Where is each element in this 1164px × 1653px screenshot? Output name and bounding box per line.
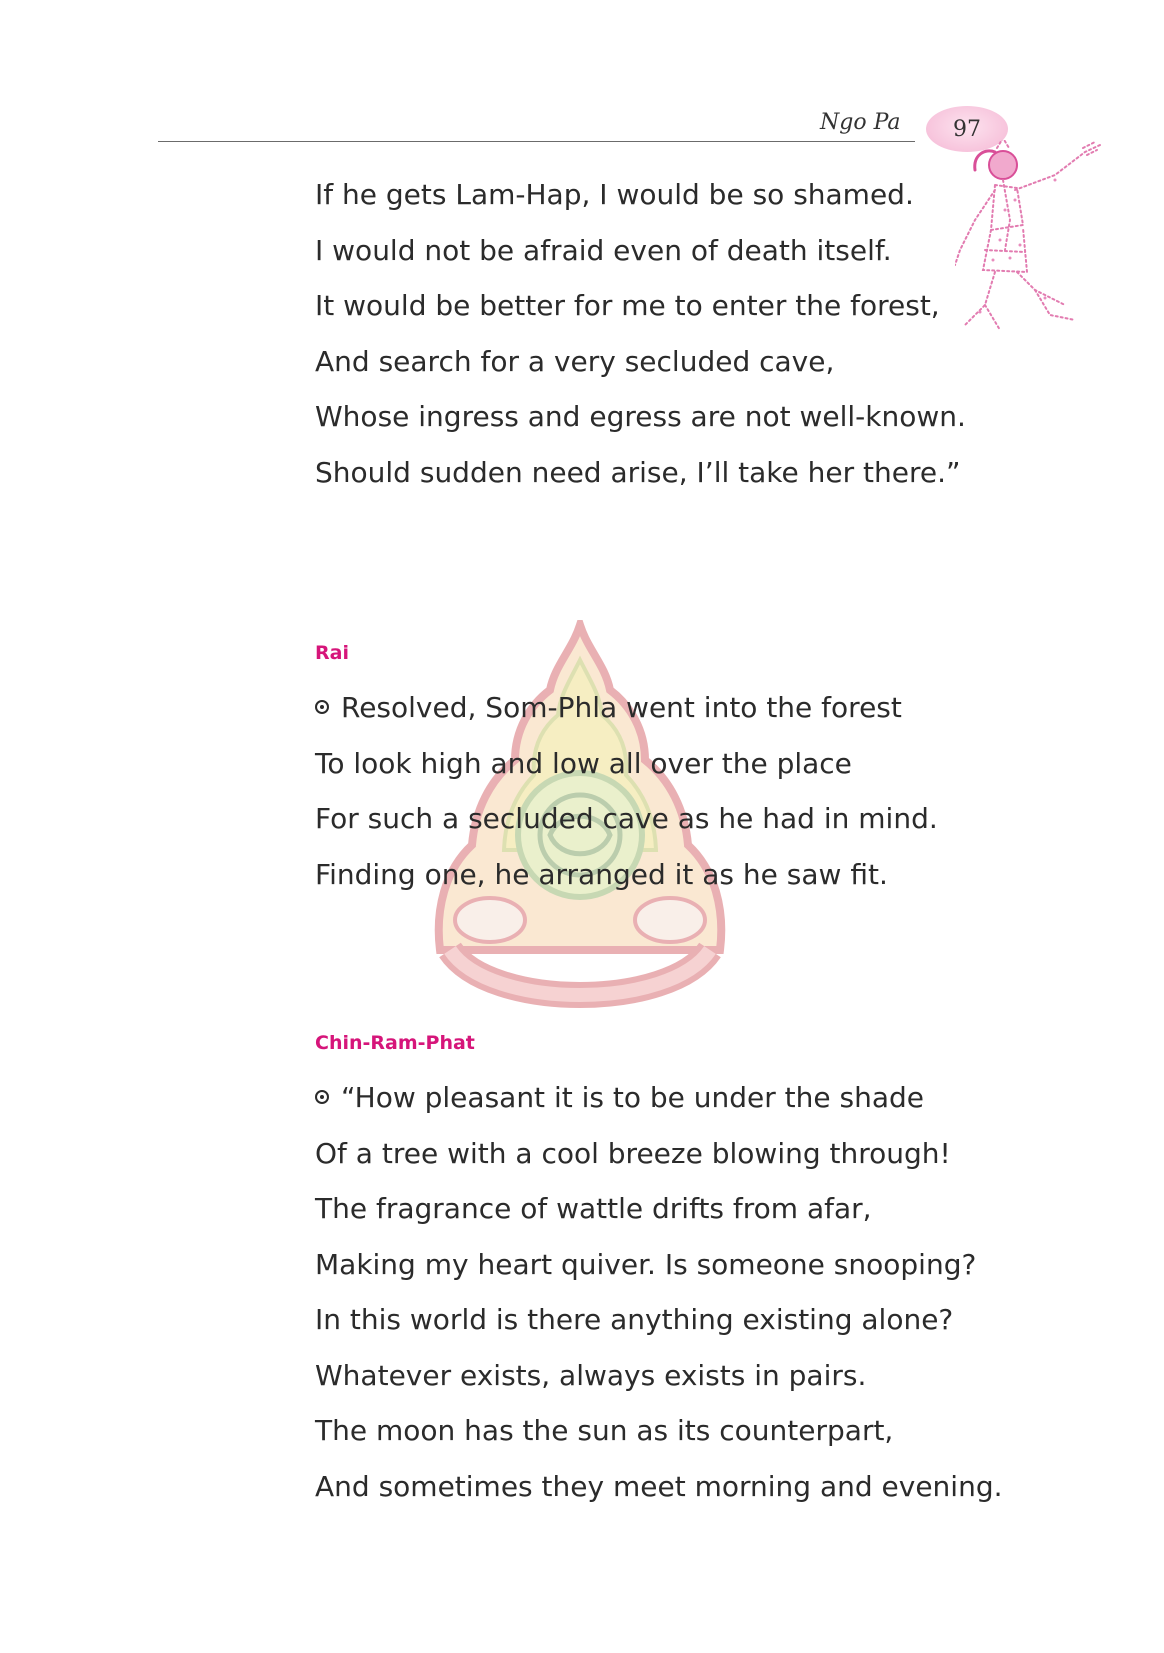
bullet-icon	[315, 1090, 329, 1104]
verse-line: The fragrance of wattle drifts from afar,	[315, 1192, 872, 1225]
stanza-chin-ram-phat	[315, 1070, 1003, 1514]
verse-line: To look high and low all over the place	[315, 746, 852, 780]
verse-line: If he gets Lam-Hap, I would be so shamed.	[315, 178, 914, 211]
verse-line-text: Resolved, Som-Phla went into the forest	[341, 691, 902, 724]
verse-line: The moon has the sun as its counterpart,	[315, 1414, 894, 1447]
verse-line: For such a secluded cave as he had in mind.	[315, 802, 938, 835]
header-rule	[158, 141, 915, 142]
verse-line: Should sudden need arise, I’ll take her there.”	[315, 455, 961, 489]
verse-line: And search for a very secluded cave,	[315, 344, 835, 378]
bullet-icon	[315, 700, 329, 714]
verse-line-text: “How pleasant it is to be under the shade	[341, 1081, 925, 1114]
stanza-1	[315, 167, 966, 500]
verse-line: Finding one, he arranged it as he saw fit.	[315, 857, 888, 891]
verse-line	[315, 1070, 1003, 1126]
verse-line: It would be better for me to enter the forest,	[315, 289, 940, 322]
dancer-illustration-icon	[955, 140, 1120, 345]
section-heading-rai: Rai	[315, 642, 349, 664]
running-title: Ngo Pa	[820, 110, 901, 135]
verse-line: Of a tree with a cool breeze blowing through!	[315, 1136, 951, 1170]
verse-line: Making my heart quiver. Is someone snooping?	[315, 1247, 977, 1281]
verse-line: Whose ingress and egress are not well-known.	[315, 400, 966, 433]
verse-line: Whatever exists, always exists in pairs.	[315, 1358, 867, 1392]
page-number: 97	[953, 116, 981, 142]
verse-line	[315, 680, 938, 736]
section-heading-chin-ram-phat: Chin-Ram-Phat	[315, 1032, 475, 1054]
stanza-rai	[315, 680, 938, 902]
verse-line: In this world is there anything existing alone?	[315, 1303, 954, 1336]
verse-line: And sometimes they meet morning and evening.	[315, 1469, 1003, 1503]
verse-line: I would not be afraid even of death itself.	[315, 233, 892, 267]
